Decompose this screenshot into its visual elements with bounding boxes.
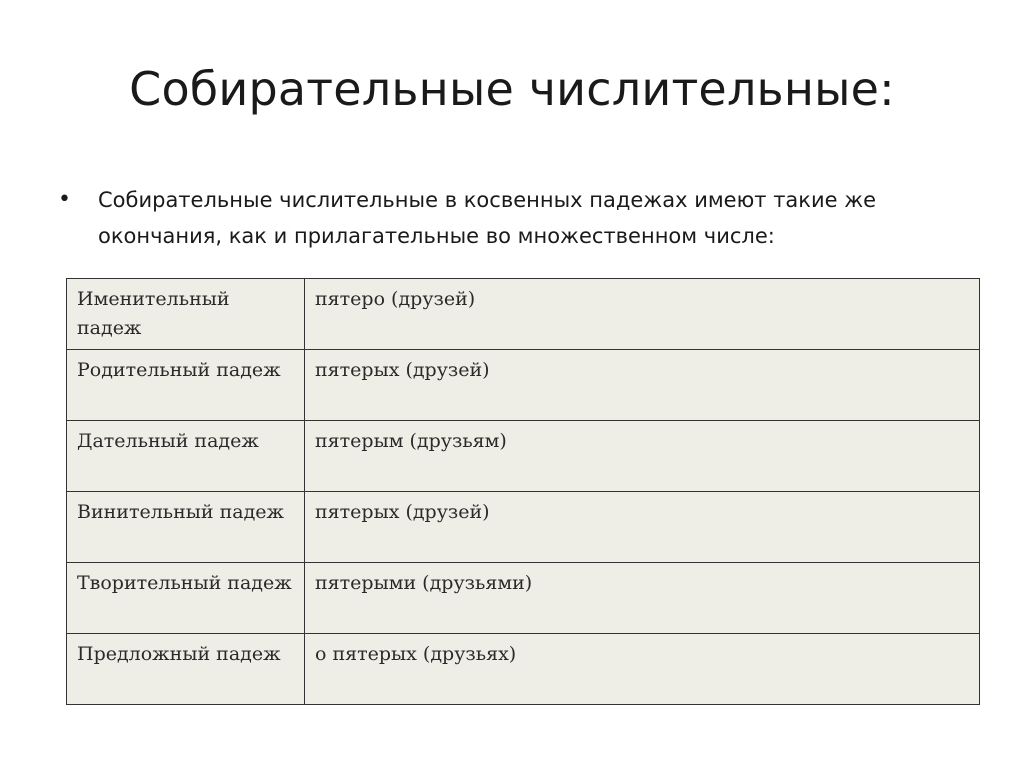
case-name-cell: Родительный падеж xyxy=(67,350,305,421)
case-form-cell: пятеро (друзей) xyxy=(305,279,980,350)
case-name-cell: Творительный падеж xyxy=(67,563,305,634)
cases-table xyxy=(66,278,980,705)
case-form-cell: пятерых (друзей) xyxy=(305,350,980,421)
bullet-item xyxy=(58,182,958,254)
table-row xyxy=(67,279,980,350)
table-row xyxy=(67,634,980,705)
case-form-cell: пятерым (друзьям) xyxy=(305,421,980,492)
case-form-cell: пятерых (друзей) xyxy=(305,492,980,563)
bullet-marker: • xyxy=(58,187,71,212)
table-row xyxy=(67,350,980,421)
case-name-cell: Дательный падеж xyxy=(67,421,305,492)
table-row xyxy=(67,421,980,492)
bullet-text: Собирательные числительные в косвенных падежах имеют такие же окончания, как и прилагательные во множественном числе: xyxy=(98,188,877,248)
case-name-cell: Винительный падеж xyxy=(67,492,305,563)
table-row xyxy=(67,563,980,634)
slide-title: Собирательные числительные: xyxy=(129,62,895,116)
case-name-cell: Предложный падеж xyxy=(67,634,305,705)
table-row xyxy=(67,492,980,563)
case-name-cell: Именительный падеж xyxy=(67,279,305,350)
case-form-cell: пятерыми (друзьями) xyxy=(305,563,980,634)
case-form-cell: о пятерых (друзьях) xyxy=(305,634,980,705)
